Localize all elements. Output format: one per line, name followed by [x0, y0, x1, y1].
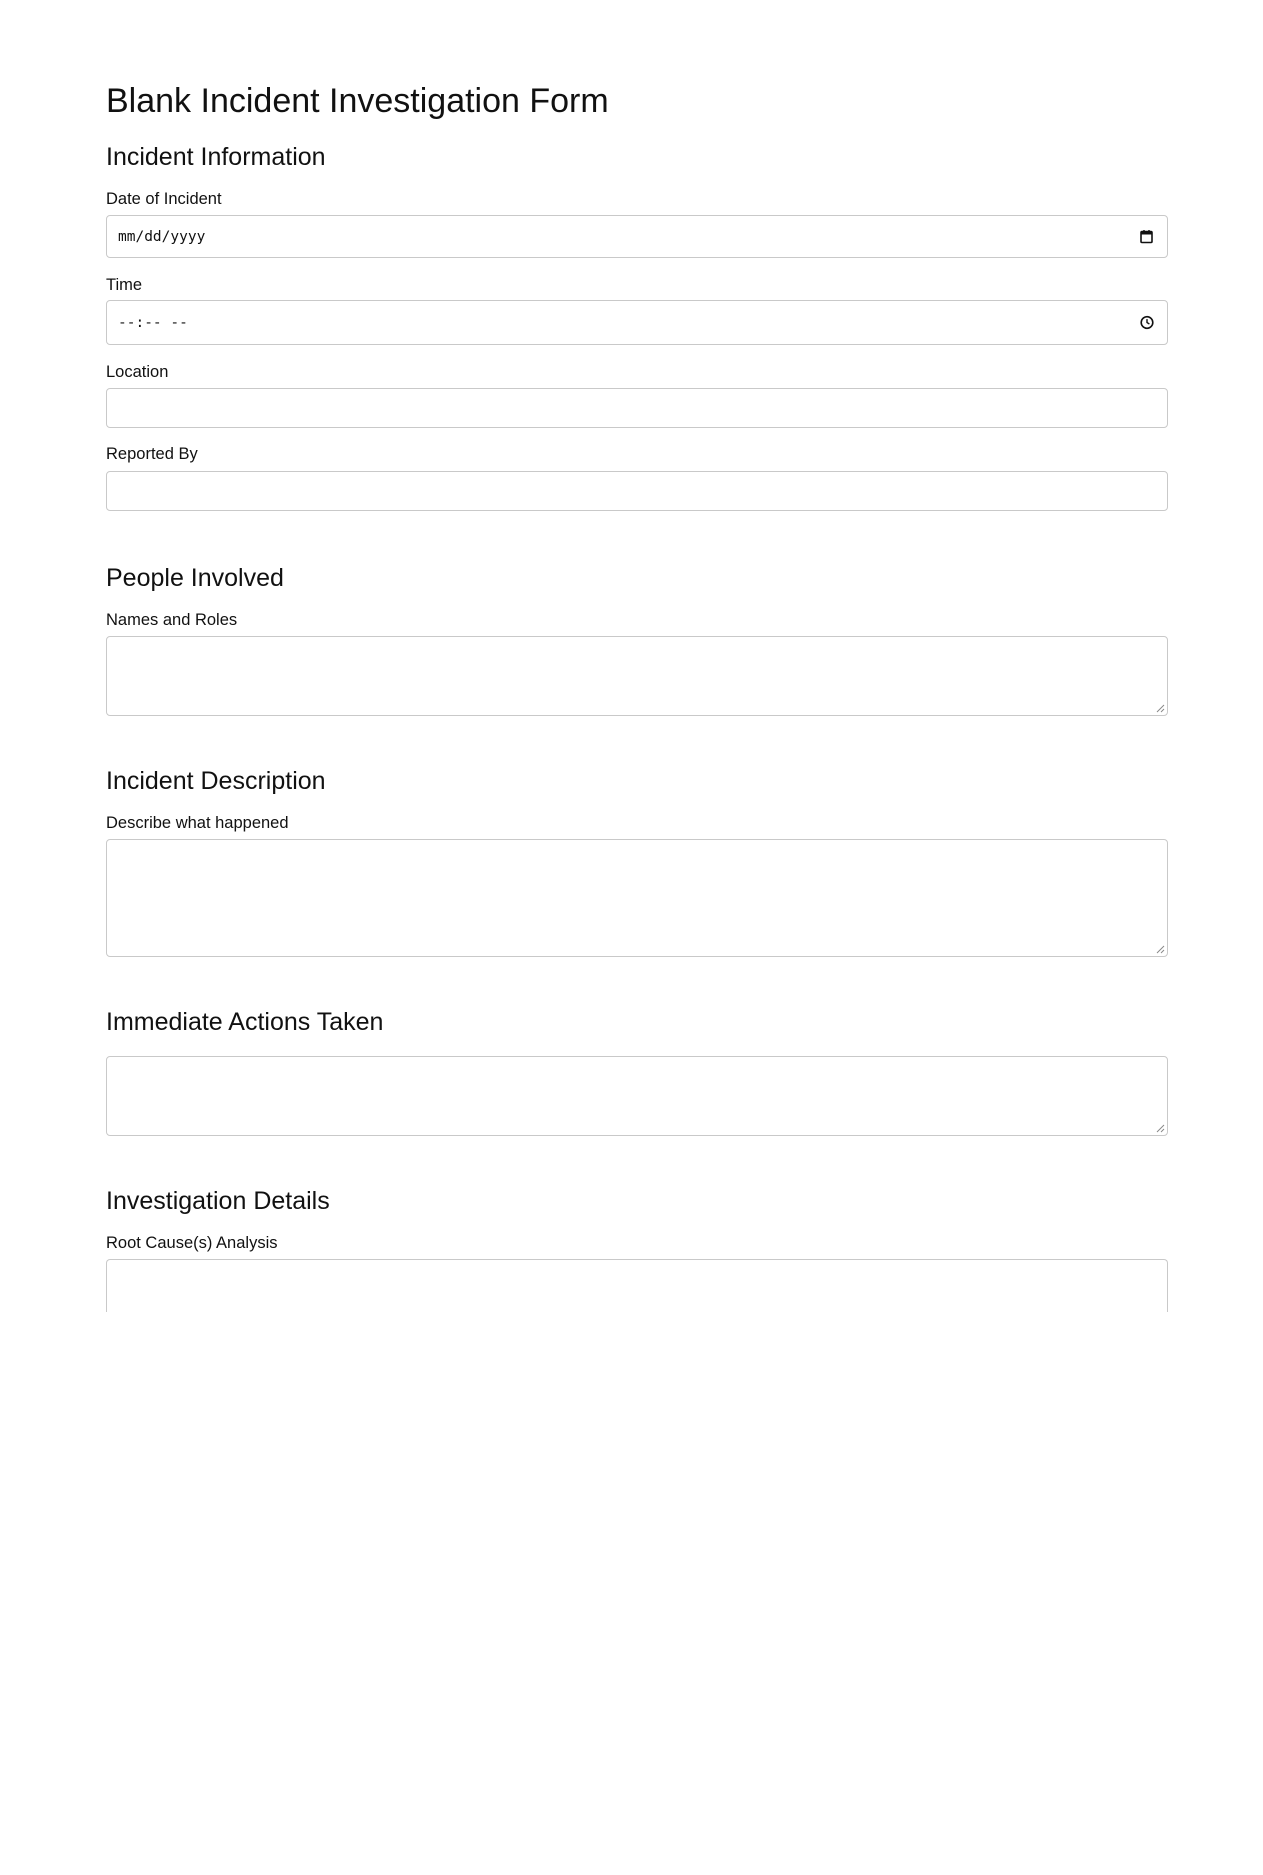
location-input[interactable] — [106, 388, 1168, 428]
section-heading-people-involved: People Involved — [106, 564, 284, 592]
date-placeholder: mm/dd/yyyy — [118, 228, 206, 245]
section-heading-immediate-actions: Immediate Actions Taken — [106, 1008, 384, 1036]
incident-description-textarea[interactable] — [106, 839, 1168, 957]
reported-by-input[interactable] — [106, 471, 1168, 511]
describe-label: Describe what happened — [106, 814, 289, 832]
section-heading-incident-information: Incident Information — [106, 143, 326, 171]
date-of-incident-label: Date of Incident — [106, 190, 222, 208]
time-placeholder: --:-- -- — [118, 314, 188, 331]
location-label: Location — [106, 363, 169, 381]
resize-handle-icon[interactable] — [1156, 704, 1165, 713]
date-of-incident-input[interactable] — [106, 215, 1168, 258]
names-and-roles-textarea[interactable] — [106, 636, 1168, 716]
root-cause-label: Root Cause(s) Analysis — [106, 1234, 278, 1252]
time-label: Time — [106, 276, 143, 294]
immediate-actions-textarea[interactable] — [106, 1056, 1168, 1136]
clock-icon[interactable] — [1139, 315, 1154, 330]
resize-handle-icon[interactable] — [1156, 1124, 1165, 1133]
calendar-icon[interactable] — [1139, 229, 1154, 244]
section-heading-incident-description: Incident Description — [106, 767, 326, 795]
section-heading-investigation-details: Investigation Details — [106, 1187, 330, 1215]
resize-handle-icon[interactable] — [1156, 945, 1165, 954]
time-input[interactable] — [106, 300, 1168, 345]
reported-by-label: Reported By — [106, 445, 198, 463]
root-cause-textarea[interactable] — [106, 1259, 1168, 1312]
names-and-roles-label: Names and Roles — [106, 611, 238, 629]
page-title: Blank Incident Investigation Form — [106, 82, 609, 120]
